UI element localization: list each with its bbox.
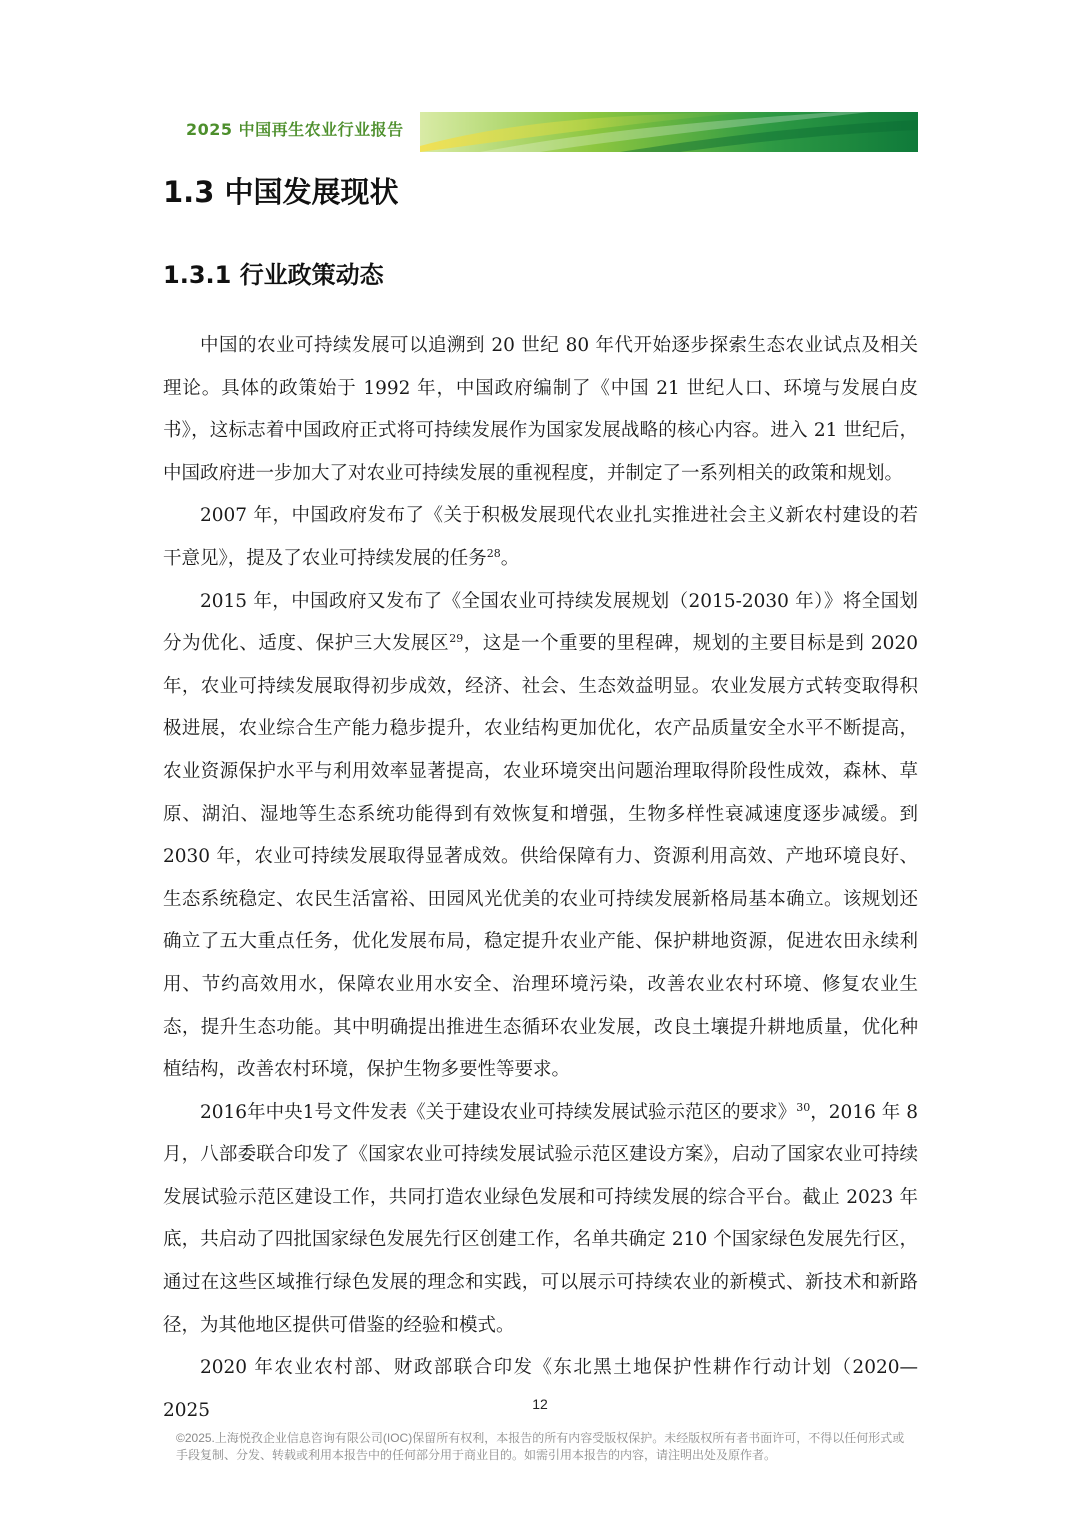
decorative-banner-icon [420,112,918,152]
footnote-ref: 28 [486,546,501,560]
section-heading: 1.3 中国发展现状 [163,175,399,209]
body-text [163,325,918,1432]
copyright-notice: ©2025.上海悦孜企业信息咨询有限公司(IOC)保留所有权利，本报告的所有内容受版权保护。未经版权所有者书面许可，不得以任何形式或手段复制、分发、转载或利用本报告中的任何部分用于商业目的。如需引用本报告的内容，请注明出处及原作者。 [176,1431,905,1462]
paragraph: 2016年中央1号文件发表《关于建设农业可持续发展试验示范区的要求》$^{30}$，2016 年 8 月，八部委联合印发了《国家农业可持续发展试验示范区建设方案》，启动了国家农业可持续发展试验示范区建设工作，共同打造农业绿色发展和可持续发展的综合平台。截止 2023 年底，共启动了四批国家绿色发展先行区创建工作，名单共确定 210 个国家绿色发展先行区，通过在这些区域推行绿色发展的理念和实践，可以展示可持续农业的新模式、新技术和新路径，为其他地区提供可借鉴的经验和模式。 [163,1100,918,1336]
paragraph: 2020 年农业农村部、财政部联合印发《东北黑土地保护性耕作行动计划（2020—2025 [163,1357,918,1421]
paragraph: 中国的农业可持续发展可以追溯到 20 世纪 80 年代开始逐步探索生态农业试点及相关理论。具体的政策始于 1992 年，中国政府编制了《中国 21 世纪人口、环境与发展白皮书》，这标志着中国政府正式将可持续发展作为国家发展战略的核心内容。进入 21 世纪后，中国政府进一步加大了对农业可持续发展的重视程度，并制定了一系列相关的政策和规划。 [163,335,918,484]
report-title: 2025 中国再生农业行业报告 [186,120,404,139]
footnote-ref: 29 [449,632,464,645]
paragraph: 2007 年，中国政府发布了《关于积极发展现代农业扎实推进社会主义新农村建设的若干意见》，提及了农业可持续发展的任务$^{28}$。 [163,505,918,569]
footnote-ref: 30 [796,1100,811,1114]
page-number: 12 [532,1396,548,1412]
paragraph: 2015 年，中国政府又发布了《全国农业可持续发展规划（2015-2030 年）》将全国划分为优化、适度、保护三大发展区$^{29}$，这是一个重要的里程碑，规划的主要目标是到 2020 年，农业可持续发展取得初步成效，经济、社会、生态效益明显。农业发展方式转变取得积极进展，农业综合生产能力稳步提升，农业结构更加优化，农产品质量安全水平不断提高，农业资源保护水平与利用效率显著提高，农业环境突出问题治理取得阶段性成效，森林、草原、湖泊、湿地等生态系统功能得到有效恢复和增强，生物多样性衰减速度逐步减缓。到 2030 年，农业可持续发展取得显著成效。供给保障有力、资源利用高效、产地环境良好、生态系统稳定、农民生活富裕、田园风光优美的农业可持续发展新格局基本确立。该规划还确立了五大重点任务，优化发展布局，稳定提升农业产能、保护耕地资源，促进农田永续利用、节约高效用水，保障农业用水安全、治理环境污染，改善农业农村环境、修复农业生态，提升生态功能。其中明确提出推进生态循环农业发展，改良土壤提升耕地质量，优化种植结构，改善农村环境，保护生物多要性等要求。 [163,590,918,1081]
subsection-heading: 1.3.1 行业政策动态 [163,261,384,289]
